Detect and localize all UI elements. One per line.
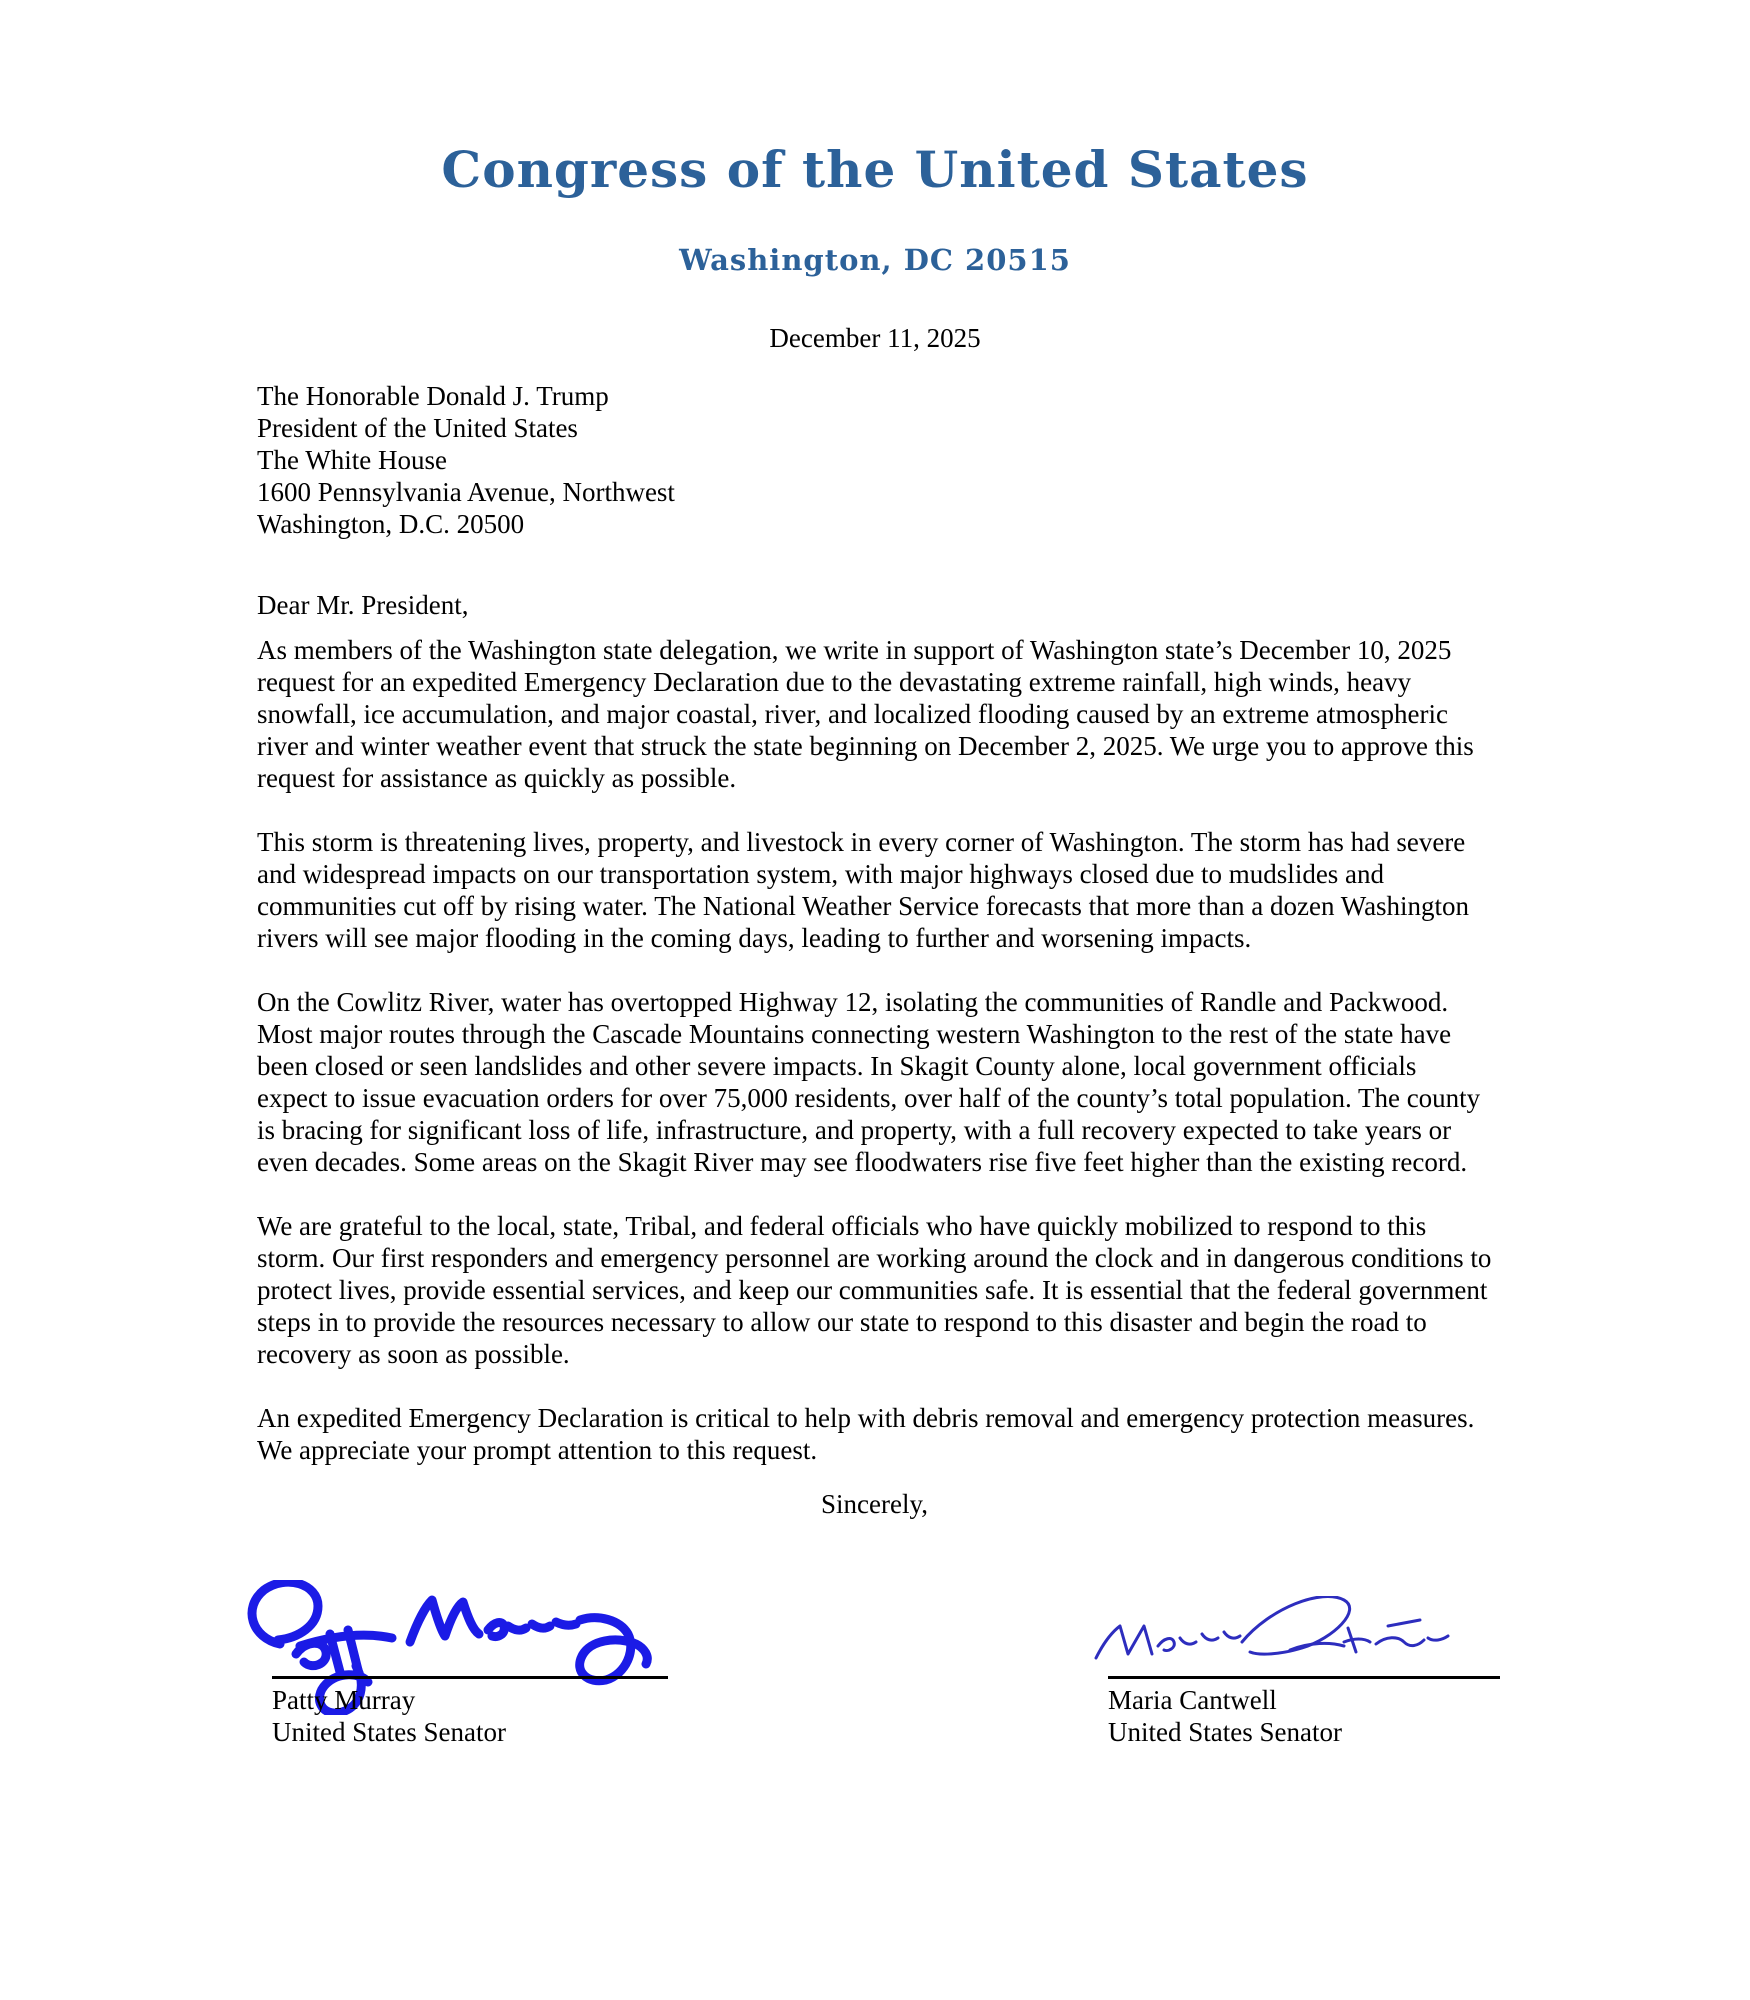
signatory-title: United States Senator bbox=[272, 1717, 506, 1747]
letter-body bbox=[0, 380, 1750, 1520]
maria-cantwell-signature-icon bbox=[1090, 1596, 1455, 1674]
address-line: The White House bbox=[257, 445, 447, 475]
letterhead-title: Congress of the United States bbox=[441, 140, 1309, 199]
date-line: December 11, 2025 bbox=[769, 323, 981, 353]
signatory-name: Patty Murray bbox=[272, 1685, 416, 1715]
body-paragraph: An expedited Emergency Declaration is critical to help with debris removal and emergency protection measures. We appreciate your prompt attention to this request. bbox=[257, 1403, 1475, 1465]
address-line: 1600 Pennsylvania Avenue, Northwest bbox=[257, 477, 675, 507]
salutation: Dear Mr. President, bbox=[257, 590, 469, 620]
body-paragraph: This storm is threatening lives, property, and livestock in every corner of Washington. The storm has had severe and widespread impacts on our transportation system, with major highways closed due to mudslides and communities cut off by rising water. The National Weather Service forecasts that more than a dozen Washington rivers will see major flooding in the coming days, leading to further and worsening impacts. bbox=[257, 827, 1470, 953]
letterhead bbox=[0, 140, 1750, 278]
body-paragraph: We are grateful to the local, state, Tribal, and federal officials who have quickly mobilized to respond to this storm. Our first responders and emergency personnel are working around the clock and in dangerous conditions to protect lives, provide essential services, and keep our communities safe. It is essential that the federal government steps in to provide the resources necessary to allow our state to respond to this disaster and begin the road to recovery as soon as possible. bbox=[257, 1211, 1492, 1369]
body-paragraph: On the Cowlitz River, water has overtopped Highway 12, isolating the communities of Randle and Packwood. Most major routes through the Cascade Mountains connecting western Washington to the rest of the state have been closed or seen landslides and other severe impacts. In Skagit County alone, local government officials expect to issue evacuation orders for over 75,000 residents, over half of the county’s total population. The county is bracing for significant loss of life, infrastructure, and property, with a full recovery expected to take years or even decades. Some areas on the Skagit River may see floodwaters rise five feet higher than the existing record. bbox=[257, 987, 1481, 1177]
recipient-address bbox=[257, 380, 1492, 540]
address-line: Washington, D.C. 20500 bbox=[257, 509, 525, 539]
closing: Sincerely, bbox=[821, 1489, 928, 1519]
body-paragraph: As members of the Washington state delegation, we write in support of Washington state’s December 10, 2025 request for an expedited Emergency Declaration due to the devastating extreme rainfall, high winds, heavy snowfall, ice accumulation, and major coastal, river, and localized flooding caused by an extreme atmospheric river and winter weather event that struck the state beginning on December 2, 2025. We urge you to approve this request for assistance as quickly as possible. bbox=[257, 635, 1474, 793]
signature-line bbox=[272, 1676, 668, 1679]
letterhead-subtitle: Washington, DC 20515 bbox=[679, 243, 1071, 277]
address-line: President of the United States bbox=[257, 413, 578, 443]
signatory-title: United States Senator bbox=[1108, 1717, 1342, 1747]
signature-line bbox=[1108, 1676, 1500, 1679]
address-line: The Honorable Donald J. Trump bbox=[257, 381, 609, 411]
signatory-name: Maria Cantwell bbox=[1108, 1685, 1277, 1715]
